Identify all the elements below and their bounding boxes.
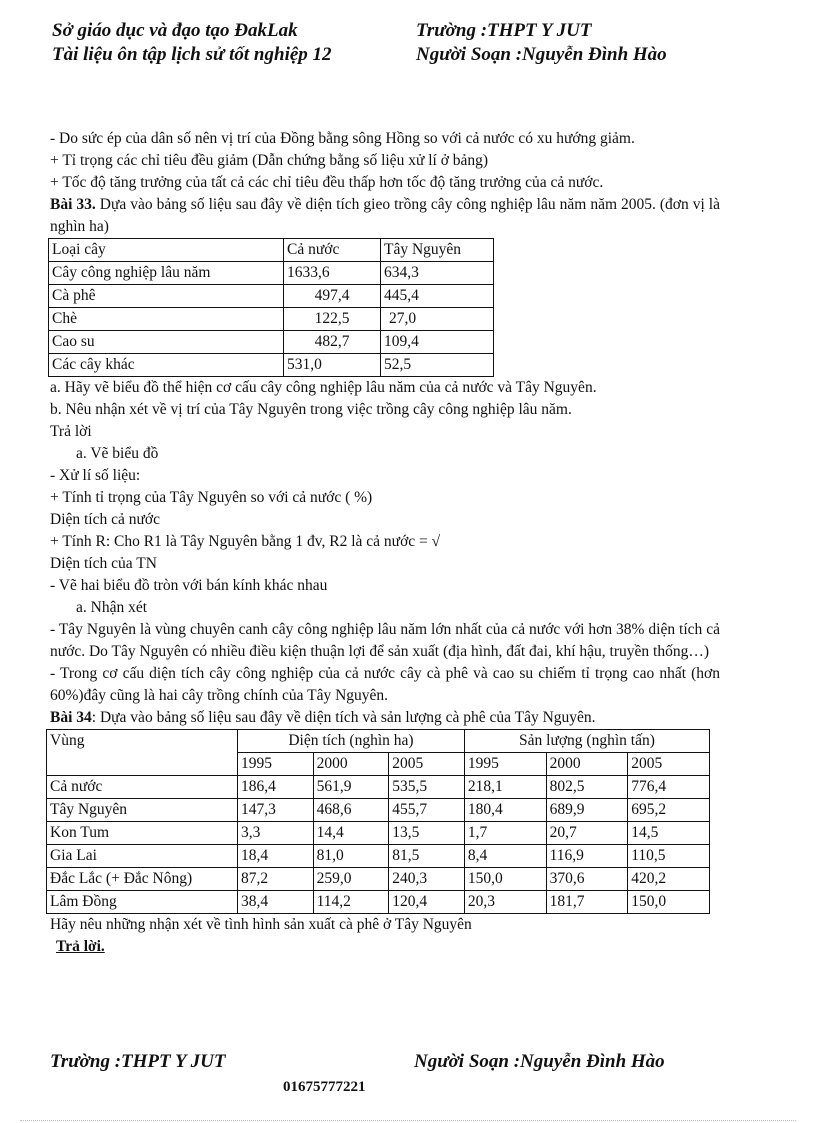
table-cell: 116,9: [546, 845, 628, 868]
footer-author: Người Soạn :Nguyễn Đình Hào: [414, 1051, 665, 1072]
table-cell: Chè: [49, 308, 284, 331]
table-cell: 695,2: [628, 799, 710, 822]
answer-step: - Vẽ hai biểu đồ tròn với bán kính khác nhau: [50, 577, 328, 594]
table-cell: 20,3: [464, 891, 546, 914]
table-header-cell: 2005: [389, 753, 465, 776]
header-author: Người Soạn :Nguyễn Đình Hào: [416, 44, 667, 65]
table-cell: 455,7: [389, 799, 465, 822]
table-cell: 689,9: [546, 799, 628, 822]
table-cell: 1,7: [464, 822, 546, 845]
table-cell: 122,5: [284, 308, 381, 331]
table-cell: 240,3: [389, 868, 465, 891]
table-header-cell: Vùng: [47, 730, 238, 776]
table-row: [47, 799, 710, 822]
table-cell: 445,4: [381, 285, 494, 308]
answer-step: a. Nhận xét: [76, 599, 148, 616]
exercise-34-text: : Dựa vào bảng số liệu sau đây về diện tích và sản lượng cà phê của Tây Nguyên.: [91, 709, 596, 726]
table-cell: 110,5: [628, 845, 710, 868]
table-cell: 147,3: [238, 799, 314, 822]
table-cell: 8,4: [464, 845, 546, 868]
question-a: a. Hãy vẽ biểu đồ thể hiện cơ cấu cây công nghiệp lâu năm của cả nước và Tây Nguyên.: [50, 379, 597, 396]
table-cell: Kon Tum: [47, 822, 238, 845]
document-body: [50, 128, 720, 958]
question-34: Hãy nêu những nhận xét về tình hình sản xuất cà phê ở Tây Nguyên: [50, 916, 472, 933]
table-cell: 180,4: [464, 799, 546, 822]
table-cell: 38,4: [238, 891, 314, 914]
table-cell: 420,2: [628, 868, 710, 891]
table-cell: 87,2: [238, 868, 314, 891]
answer-step: - Xử lí số liệu:: [50, 467, 141, 484]
answer-step: + Tính tỉ trọng của Tây Nguyên so với cả nước ( %): [50, 489, 373, 506]
table-row: [49, 262, 494, 285]
table-row: [49, 285, 494, 308]
paragraph: + Tốc độ tăng trưởng của tất cả các chỉ tiêu đều thấp hơn tốc độ tăng trưởng của cả nước.: [50, 174, 604, 191]
table-header-cell: 1995: [464, 753, 546, 776]
table-cell: 150,0: [628, 891, 710, 914]
paragraph: - Do sức ép của dân số nên vị trí của Đồng bằng sông Hồng so với cả nước có xu hướng giảm.: [50, 130, 635, 147]
table-cell: 802,5: [546, 776, 628, 799]
table-cell: Tây Nguyên: [47, 799, 238, 822]
table-cell: 14,5: [628, 822, 710, 845]
exercise-33-text: Dựa vào bảng số liệu sau đây về diện tích gieo trồng cây công nghiệp lâu năm năm 2005. (đơn vị là nghìn ha): [50, 196, 720, 235]
paragraph: + Tỉ trọng các chỉ tiêu đều giảm (Dẫn chứng bằng số liệu xử lí ở bảng): [50, 152, 489, 169]
exercise-33-label: Bài 33.: [50, 196, 96, 213]
table-cell: 186,4: [238, 776, 314, 799]
table-row: [49, 308, 494, 331]
table-cell: 181,7: [546, 891, 628, 914]
table-cell: Cà phê: [49, 285, 284, 308]
table-header-cell: Loại cây: [49, 239, 284, 262]
table-cell: Cao su: [49, 331, 284, 354]
table-row: [47, 776, 710, 799]
answer-heading: [50, 936, 720, 958]
table-header-cell: Sản lượng (nghìn tấn): [464, 730, 709, 753]
answer-step: Diện tích cả nước: [50, 511, 160, 528]
table-row: [49, 354, 494, 377]
table-row: [47, 868, 710, 891]
table-cell: Gia Lai: [47, 845, 238, 868]
table-cell: Các cây khác: [49, 354, 284, 377]
table-cell: Cả nước: [47, 776, 238, 799]
answer-heading: Trả lời: [50, 423, 92, 440]
table-header-cell: 2000: [546, 753, 628, 776]
table-cell: 52,5: [381, 354, 494, 377]
table-header-cell: Diện tích (nghìn ha): [238, 730, 465, 753]
table-cell: 634,3: [381, 262, 494, 285]
table-cell: 370,6: [546, 868, 628, 891]
footer-school: Trường :THPT Y JUT: [50, 1051, 226, 1072]
table-cell: Đắc Lắc (+ Đắc Nông): [47, 868, 238, 891]
answer-step: a. Vẽ biểu đồ: [76, 445, 159, 462]
footer-phone: 01675777221: [283, 1079, 366, 1095]
table-header-cell: Cả nước: [284, 239, 381, 262]
table-cell: 218,1: [464, 776, 546, 799]
table-row: [49, 331, 494, 354]
table-cell: 1633,6: [284, 262, 381, 285]
table-cell: 531,0: [284, 354, 381, 377]
table-cell: 27,0: [381, 308, 494, 331]
table-cell: 776,4: [628, 776, 710, 799]
exercise-34-label: Bài 34: [50, 709, 92, 726]
table-cell: 18,4: [238, 845, 314, 868]
header-department: Sở giáo dục và đạo tạo ĐakLak: [52, 20, 298, 41]
table-cell: 81,5: [389, 845, 465, 868]
table-cell: 497,4: [284, 285, 381, 308]
table-cell: 3,3: [238, 822, 314, 845]
table-cell: 259,0: [313, 868, 389, 891]
question-b: b. Nêu nhận xét về vị trí của Tây Nguyên trong việc trồng cây công nghiệp lâu năm.: [50, 401, 572, 418]
table-cell: 20,7: [546, 822, 628, 845]
table-cell: 81,0: [313, 845, 389, 868]
table-cell: Cây công nghiệp lâu năm: [49, 262, 284, 285]
exercise-34-prompt: [50, 707, 720, 729]
answer-step: Diện tích của TN: [50, 555, 157, 572]
paragraph: - Trong cơ cấu diện tích cây công nghiệp của cả nước cây cà phê và cao su chiếm tỉ trọng cao nhất (hơn 60%)đây cũng là hai cây trồng chính của Tây Nguyên.: [50, 665, 720, 704]
header-school: Trường :THPT Y JUT: [416, 20, 592, 41]
table-row: [47, 822, 710, 845]
table-cell: 482,7: [284, 331, 381, 354]
table-cell: Lâm Đồng: [47, 891, 238, 914]
table-header-cell: Tây Nguyên: [381, 239, 494, 262]
table-header-cell: 2000: [313, 753, 389, 776]
table-row: [47, 845, 710, 868]
answer-step: + Tính R: Cho R1 là Tây Nguyên bằng 1 đv, R2 là cả nước = √: [50, 533, 441, 550]
table-header-row: [49, 239, 494, 262]
answer-heading-text: Trả lời.: [56, 938, 105, 955]
table-cell: 114,2: [313, 891, 389, 914]
table-cell: 150,0: [464, 868, 546, 891]
table-cell: 13,5: [389, 822, 465, 845]
table-cell: 468,6: [313, 799, 389, 822]
table-cell: 561,9: [313, 776, 389, 799]
page-bottom-border: [20, 1120, 796, 1121]
header-document-title: Tài liệu ôn tập lịch sử tốt nghiệp 12: [52, 44, 332, 65]
exercise-33-prompt: [50, 194, 720, 238]
table-cell: 14,4: [313, 822, 389, 845]
table-coffee: [46, 729, 710, 914]
table-row: [47, 891, 710, 914]
table-header-cell: 2005: [628, 753, 710, 776]
table-cell: 120,4: [389, 891, 465, 914]
table-header-cell: 1995: [238, 753, 314, 776]
paragraph: - Tây Nguyên là vùng chuyên canh cây công nghiệp lâu năm lớn nhất của cả nước với hơn 38% diện tích cả nước. Do Tây Nguyên có nhiều điều kiện thuận lợi để sản xuất (địa hình, đất đai, khí hậu, truyền thống…): [50, 621, 720, 660]
table-cell: 535,5: [389, 776, 465, 799]
table-cell: 109,4: [381, 331, 494, 354]
table-perennial-crops: [48, 238, 494, 377]
table-header-row: [47, 730, 710, 753]
